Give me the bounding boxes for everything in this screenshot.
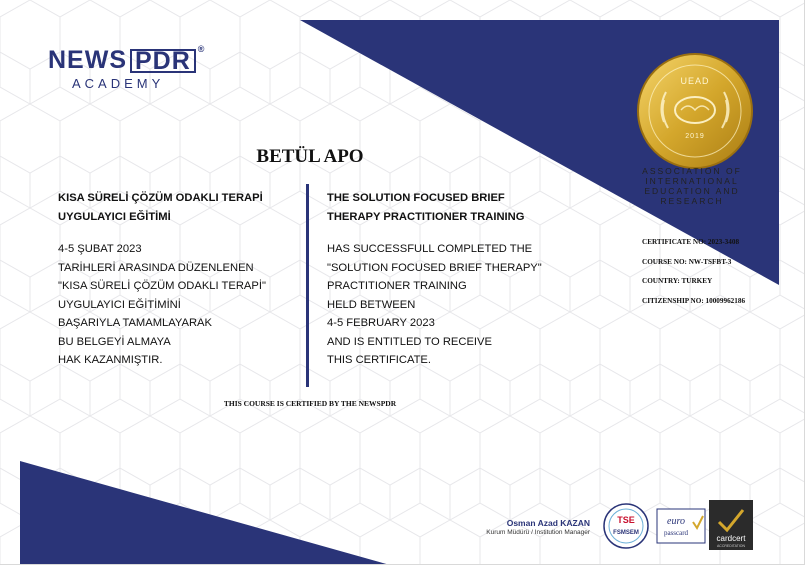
logo-brand [48,43,206,75]
english-body-line: PRACTITIONER TRAINING [327,280,467,292]
logo-brand-news: NEWS [48,46,127,74]
signatory-name: Osman Azad KAZAN [506,518,590,528]
citizenship-number: CITIZENSHIP NO: 10009962186 [642,296,746,305]
cardcert-badge [709,500,753,550]
association-name [622,166,762,206]
english-body-line: 4-5 FEBRUARY 2023 [327,317,435,329]
turkish-body-line: UYGULAYICI EĞİTİMİNİ [58,298,181,311]
course-number: COURSE NO: NW-TSFBT-3 [642,257,732,266]
certified-by-statement: THIS COURSE IS CERTIFIED BY THE NEWSPDR [223,399,397,408]
svg-text:passcard: passcard [663,529,689,537]
certificate-number: CERTIFICATE NO: 2023-3408 [642,238,740,246]
english-body-line: AND IS ENTITLED TO RECEIVE [327,335,492,348]
turkish-heading-line: KISA SÜRELİ ÇÖZÜM ODAKLI TERAPİ [58,192,263,204]
association-line: ASSOCIATION OF [642,166,742,176]
svg-text:euro: euro [667,516,685,527]
logo-registered-mark: ® [197,43,206,54]
turkish-body-line: "KISA SÜRELİ ÇÖZÜM ODAKLI TERAPİ" [58,280,266,292]
english-heading [327,189,587,226]
seal-year-text: 2019 [685,133,705,140]
english-text-block [327,189,587,370]
english-body-line: THIS CERTIFICATE. [327,354,432,366]
recipient-name: BETÜL APO [256,146,364,167]
newspdr-logo [48,43,206,91]
certificate-meta [642,238,745,316]
gold-seal-badge [636,52,754,170]
signatory-title: Kurum Müdürü / Institution Manager [486,529,590,536]
english-body-line: HAS SUCCESSFULL COMPLETED THE [327,243,533,255]
turkish-text-block [58,189,298,370]
turkish-body-line: BU BELGEYİ ALMAYA [58,335,171,348]
association-line: RESEARCH [660,196,724,206]
association-line: EDUCATION AND [644,186,740,196]
svg-text:cardcert: cardcert [716,534,746,543]
turkish-body-line: BAŞARIYLA TAMAMLAYARAK [58,317,212,329]
europasscard-badge [656,508,706,544]
turkish-body-line: 4-5 ŞUBAT 2023 [58,243,142,255]
country: COUNTRY: TURKEY [642,277,713,285]
fsmsem-badge [602,502,650,550]
english-heading-line: THE SOLUTION FOCUSED BRIEF [327,192,505,204]
turkish-heading [58,189,298,226]
column-divider [306,184,309,387]
association-line: INTERNATIONAL [645,176,739,186]
svg-text:ACCREDITATION: ACCREDITATION [716,544,746,548]
english-body-line: HELD BETWEEN [327,298,416,311]
english-body-line: "SOLUTION FOCUSED BRIEF THERAPY" [327,261,542,274]
turkish-body-line: TARİHLERİ ARASINDA DÜZENLENEN [58,261,254,274]
signature-block [462,518,590,536]
svg-text:FSMSEM: FSMSEM [613,530,639,536]
seal-top-text: UEAD [680,76,710,86]
logo-brand-pdr: PDR [130,49,196,73]
turkish-body-line: HAK KAZANMIŞTIR. [58,354,163,366]
svg-text:TSE: TSE [617,515,635,525]
logo-subtitle: ACADEMY [72,76,165,91]
english-heading-line: THERAPY PRACTITIONER TRAINING [327,210,525,223]
turkish-heading-line: UYGULAYICI EĞİTİMİ [58,210,171,223]
